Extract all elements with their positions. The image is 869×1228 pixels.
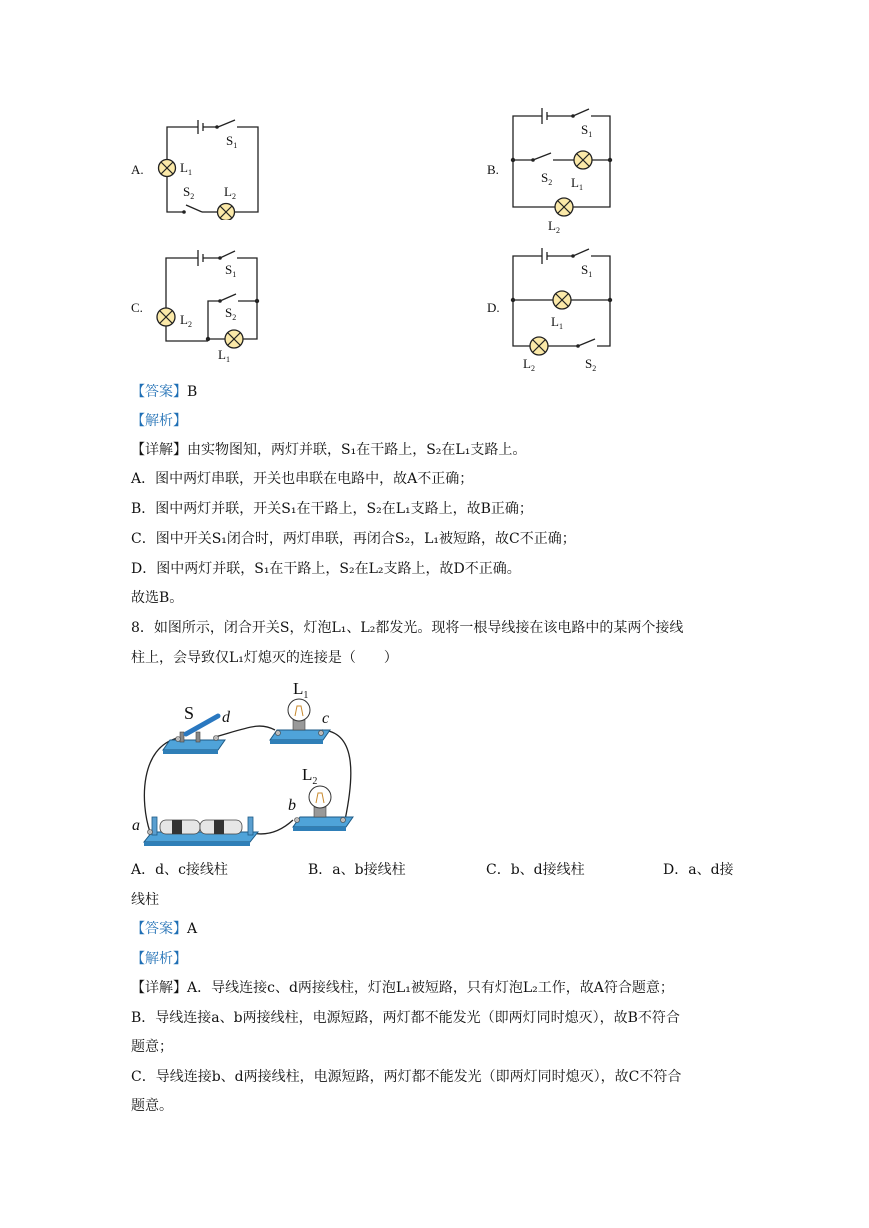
circuit-diagram-b: [505, 100, 625, 235]
svg-text:S1: $S_1$: [226, 133, 238, 150]
detail-text: A．导线连接c、d两接线柱，灯泡L₁被短路，只有灯泡L₂工作，故A符合题意；: [187, 980, 674, 996]
q8-option-c: C．b、d接线柱: [486, 862, 585, 878]
q7-line-b: B．图中两灯并联，开关S₁在干路上，S₂在L₁支路上，故B正确；: [131, 501, 533, 517]
svg-text:L2: $L_2$: [548, 218, 560, 235]
q8-answer: [131, 919, 197, 939]
answer-tag: 【答案】: [131, 921, 187, 937]
svg-text:b: b: [288, 797, 296, 814]
svg-text:S1: $S_1$: [225, 262, 237, 279]
svg-text:L2: $L_2$: [523, 356, 535, 373]
lamp-l1-icon: [159, 160, 176, 177]
circuit-diagram-c: [150, 245, 270, 367]
q8-option-a: A．d、c接线柱: [131, 862, 228, 878]
lamp-l1-icon: [225, 330, 243, 348]
svg-text:L1: $L_1$: [180, 160, 192, 177]
svg-text:d: d: [222, 709, 230, 726]
q8-option-b: B．a、b接线柱: [308, 862, 406, 878]
q8-option-d: D．a、d接: [663, 862, 734, 878]
q8-stem-line2: 柱上，会导致仅L₁灯熄灭的连接是（ ）: [131, 650, 398, 666]
svg-text:S2: $S_2$: [183, 184, 195, 201]
circuit-diagram-d: [505, 240, 625, 375]
bulb-l2-icon: [293, 786, 353, 831]
svg-text:a: a: [132, 817, 140, 834]
q8-detail: [131, 978, 674, 998]
svg-text:L2: $L_2$: [224, 184, 236, 201]
q7-analysis-tag: 【解析】: [131, 413, 187, 429]
lamp-l2-icon: [157, 308, 175, 326]
q7-answer: [131, 382, 197, 402]
detail-text: 由实物图知，两灯并联，S₁在干路上，S₂在L₁支路上。: [187, 442, 527, 458]
bulb-l1-icon: [270, 699, 330, 744]
svg-text:L2: $L_2$: [302, 765, 318, 787]
q7-detail: [131, 440, 526, 460]
svg-text:S1: $S_1$: [581, 262, 593, 279]
svg-text:L1: $L_1$: [551, 314, 563, 331]
lamp-l2-icon: [218, 204, 235, 221]
svg-text:L1: $L_1$: [218, 347, 230, 364]
svg-text:S1: $S_1$: [581, 122, 593, 139]
q7-conclusion: 故选B。: [131, 590, 184, 606]
q7-line-c: C．图中开关S₁闭合时，两灯串联，再闭合S₂，L₁被短路，故C不正确；: [131, 531, 576, 547]
svg-text:S2: $S_2$: [585, 356, 597, 373]
q7-line-a: A．图中两灯串联，开关也串联在电路中，故A不正确；: [131, 471, 474, 487]
svg-text:L1: $L_1$: [571, 175, 583, 192]
svg-text:S2: $S_2$: [541, 170, 553, 187]
option-c-label: C.: [131, 300, 143, 315]
q8-line-b-wrap: 题意；: [131, 1039, 173, 1055]
lamp-l2-icon: [555, 198, 573, 216]
answer-value: B: [187, 384, 198, 400]
option-b-label: B.: [487, 162, 499, 177]
svg-text:L2: $L_2$: [180, 312, 192, 329]
svg-text:S2: $S_2$: [225, 305, 237, 322]
physical-circuit-figure: [130, 672, 365, 852]
q8-stem-line1: 8．如图所示，闭合开关S，灯泡L₁、L₂都发光。现将一根导线接在该电路中的某两个接线: [131, 620, 684, 636]
battery-icon: [144, 817, 258, 846]
svg-text:S: S: [184, 703, 195, 723]
detail-tag: 【详解】: [131, 442, 187, 458]
answer-tag: 【答案】: [131, 384, 187, 400]
detail-tag: 【详解】: [131, 980, 187, 996]
q7-line-d: D．图中两灯并联，S₁在干路上，S₂在L₂支路上，故D不正确。: [131, 561, 521, 577]
svg-text:L1: $L_1$: [293, 679, 309, 701]
answer-value: A: [187, 921, 198, 937]
lamp-l1-icon: [553, 291, 571, 309]
lamp-l2-icon: [530, 337, 548, 355]
option-a-label: A.: [131, 162, 144, 177]
q8-option-wrap: 线柱: [131, 892, 159, 908]
lamp-l1-icon: [574, 151, 592, 169]
circuit-diagram-a: [150, 110, 270, 220]
q8-line-c-wrap: 题意。: [131, 1098, 173, 1114]
q8-analysis-tag: 【解析】: [131, 951, 187, 967]
q8-line-b: B．导线连接a、b两接线柱，电源短路，两灯都不能发光（即两灯同时熄灭），故B不符合: [131, 1010, 680, 1026]
svg-text:c: c: [322, 710, 330, 727]
q8-line-c: C．导线连接b、d两接线柱，电源短路，两灯都不能发光（即两灯同时熄灭），故C不符合: [131, 1069, 682, 1085]
option-d-label: D.: [487, 300, 500, 315]
